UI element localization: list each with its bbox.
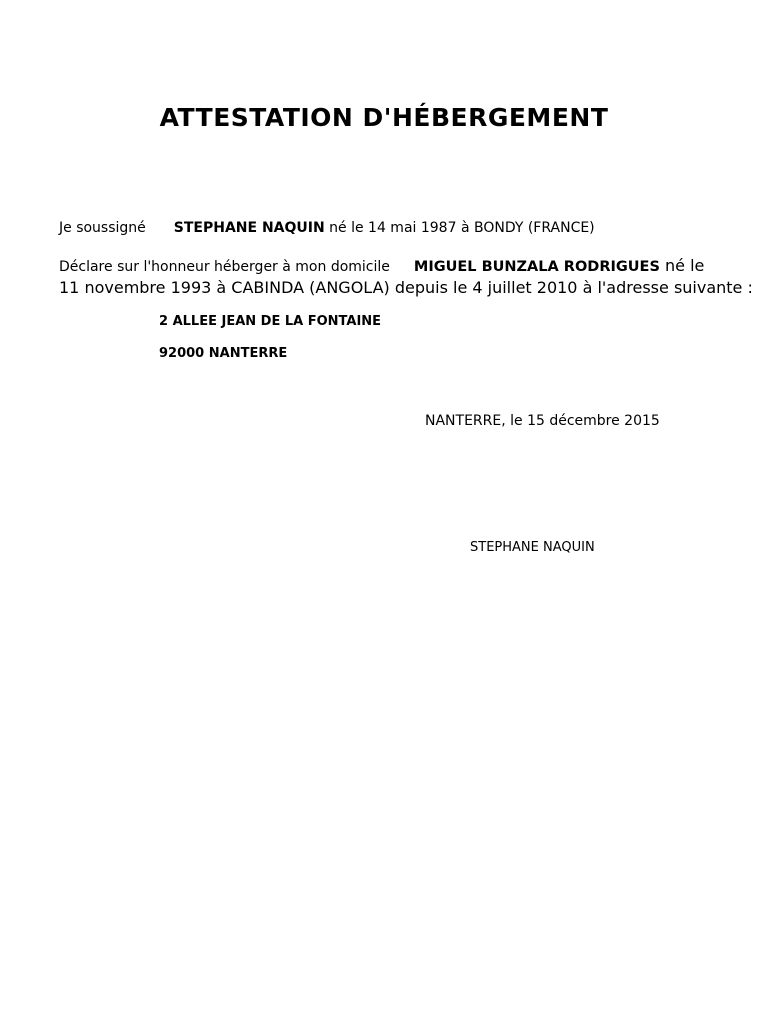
address-street: 2 ALLEE JEAN DE LA FONTAINE [159, 314, 382, 329]
declaration-line [59, 256, 704, 275]
guest-birth-line: 11 novembre 1993 à CABINDA (ANGOLA) depuis le 4 juillet 2010 à l'adresse suivante : [59, 278, 753, 297]
address-city: 92000 NANTERRE [159, 346, 288, 361]
host-birth-info: né le 14 mai 1987 à BONDY (FRANCE) [324, 220, 595, 236]
host-name: STEPHANE NAQUIN [173, 220, 325, 236]
declarant-prefix: Je soussigné [59, 220, 146, 236]
declarant-line [59, 220, 595, 236]
guest-name: MIGUEL BUNZALA RODRIGUES [413, 259, 660, 275]
guest-birth-prefix: né le [659, 256, 705, 275]
document-title: ATTESTATION D'HÉBERGEMENT [159, 103, 609, 132]
place-and-date: NANTERRE, le 15 décembre 2015 [425, 413, 660, 429]
signature-name: STEPHANE NAQUIN [470, 540, 595, 555]
declaration-prefix: Déclare sur l'honneur héberger à mon domicile [59, 259, 390, 275]
